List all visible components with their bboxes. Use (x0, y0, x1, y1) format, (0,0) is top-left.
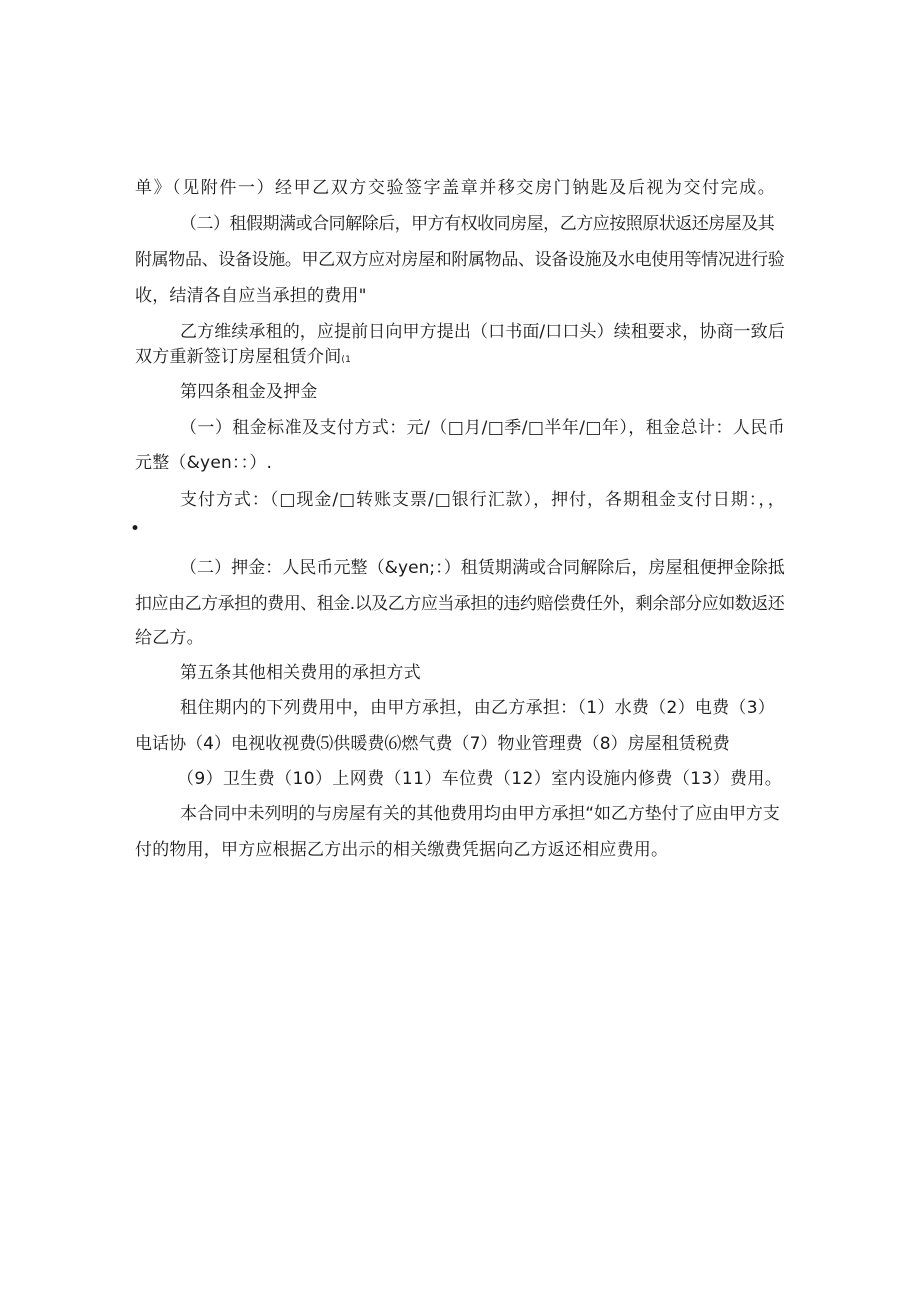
text-line-5: 乙方维续承租的，应提前日向甲方提出（口书面/口口头）续租要求，协商一致后 (180, 322, 785, 342)
text-line-2: （二）租假期满或合同解除后，甲方有权收同房屋，乙方应按照原状返还房屋及其 (180, 214, 775, 234)
text-line-18: （9）卫生费（10）上网费（11）车位费（12）室内设施内修费（13）费用。 (177, 769, 783, 789)
text-line-1: 单》（见附件一）经甲乙双方交验签字盖章并移交房门钠匙及后视为交付完成。 (135, 178, 777, 198)
scan-artifact: (1 (341, 355, 352, 365)
text-line-14: 给乙方。 (135, 628, 204, 648)
text-line-6 (135, 346, 351, 371)
section-heading-4: 第四条租金及押金 (180, 382, 318, 402)
text-line-13: 扣应由乙方承担的费用、租金.以及乙方应当承担的违约赔偿费任外，剩余部分应如数返还 (135, 594, 785, 614)
text-line-17: 电话协（4）电视收视费⑸供暖费⑹燃气费（7）物业管理费（8）房屋租赁税费 (135, 734, 730, 754)
text-line-12: （二）押金：人民币元整（&yen;：）租赁期满或合同解除后，房屋租便押金除抵 (180, 558, 785, 578)
text-line-10: 支付方式：（□现金/□转账支票/□银行汇款），押付，各期租金支付日期：，， (180, 490, 786, 510)
text-line-8: （一）租金标准及支付方式：元/（□月/□季/□半年/□年），租金总计：人民币 (180, 418, 786, 438)
text-line-9: 元整（&yen：：）. (135, 453, 273, 473)
text-line-16: 租住期内的下列费用中，由甲方承担，由乙方承担：（1）水费（2）电费（3） (180, 698, 776, 718)
text-line-4: 收，结清各自应当承担的费用" (135, 286, 367, 306)
text-line-19: 本合同中未列明的与房屋有关的其他费用均由甲方承担“如乙方垫付了应由甲方支 (180, 804, 780, 824)
section-heading-5: 第五条其他相关费用的承担方式 (180, 663, 421, 683)
bullet-dot: • (130, 519, 141, 539)
text-line-20: 付的物用，甲方应根据乙方出示的相关缴费凭据向乙方返还相应费用。 (135, 840, 669, 860)
text-line-3: 附属物品、设备设施。甲乙双方应对房屋和附属物品、设备设施及水电使用等情况进行验 (135, 250, 785, 270)
text-line-6-main: 双方重新签订房屋租赁介间 (135, 347, 342, 367)
